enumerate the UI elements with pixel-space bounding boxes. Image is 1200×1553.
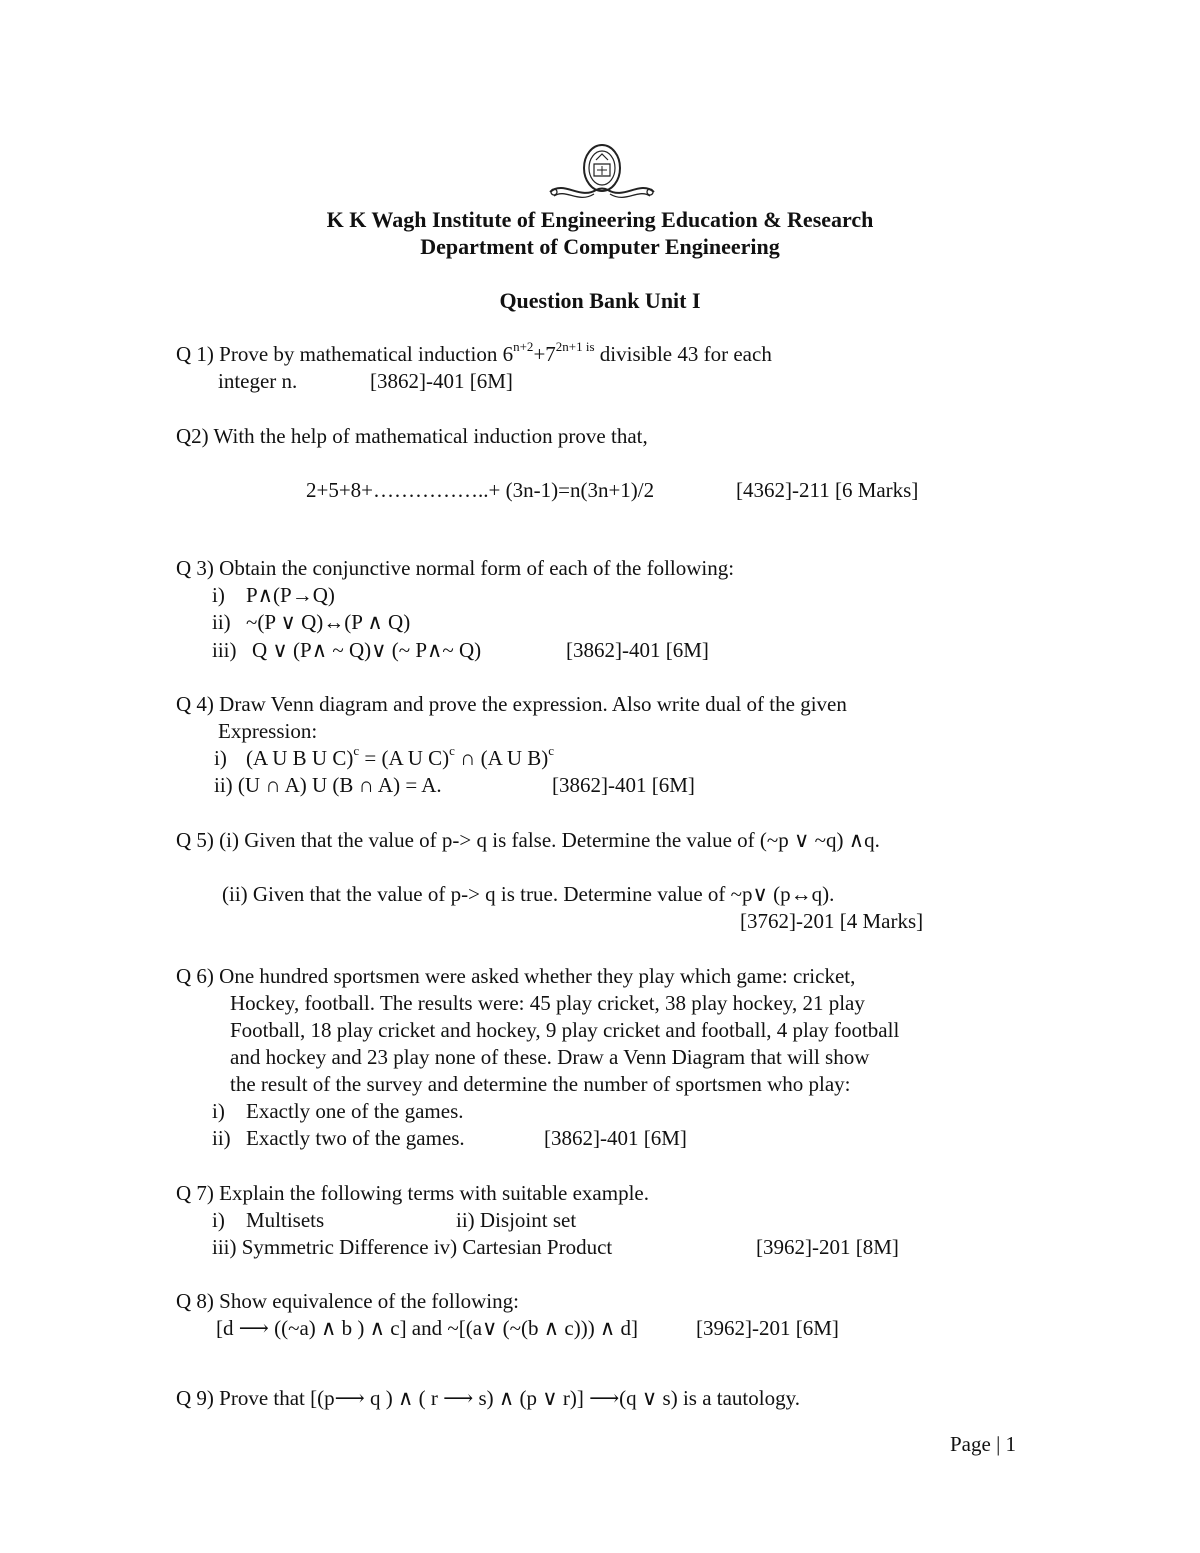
- q4-ref: [3862]-401 [6M]: [552, 773, 695, 797]
- q6-line4: and hockey and 23 play none of these. Draw a Venn Diagram that will show: [230, 1045, 870, 1069]
- q3-item-ii: ~(P ∨ Q)↔(P ∧ Q): [246, 610, 411, 634]
- q7-text: Q 7) Explain the following terms with suitable example.: [176, 1181, 649, 1205]
- q4-item-i: (A U B U C)$^c$ = (A U C)$^c$ ∩ (A U B)$^c$: [246, 743, 555, 770]
- q6-line3: Football, 18 play cricket and hockey, 9 play cricket and football, 4 play football: [230, 1018, 900, 1042]
- q2-ref: [4362]-211 [6 Marks]: [736, 478, 919, 502]
- q3-item-iii: Q ∨ (P∧ ~ Q)∨ (~ P∧~ Q): [252, 638, 482, 662]
- q1-ref: [3862]-401 [6M]: [370, 369, 513, 393]
- q2-expression: 2+5+8+……………..+ (3n-1)=n(3n+1)/2: [306, 478, 655, 502]
- q6-item-ii: Exactly two of the games.: [246, 1126, 465, 1150]
- q1-line2: integer n.: [218, 369, 298, 393]
- q3-item-iii-number: iii): [212, 638, 237, 662]
- q6-line5: the result of the survey and determine the number of sportsmen who play:: [230, 1072, 851, 1096]
- institute-emblem-icon: [544, 142, 660, 204]
- q3-ref: [3862]-401 [6M]: [566, 638, 709, 662]
- q2-text: Q2) With the help of mathematical induction prove that,: [176, 424, 648, 448]
- q6-item-i-number: i): [212, 1099, 225, 1123]
- q5-ref: [3762]-201 [4 Marks]: [740, 909, 924, 933]
- q5-part1: Q 5) (i) Given that the value of p-> q is false. Determine the value of (~p ∨ ~q) ∧q.: [176, 828, 880, 852]
- q3-item-i-number: i): [212, 583, 225, 607]
- q6-line2: Hockey, football. The results were: 45 play cricket, 38 play hockey, 21 play: [230, 991, 865, 1015]
- q3-item-i: P∧(P→Q): [246, 583, 335, 607]
- q7-item-i: Multisets: [246, 1208, 325, 1232]
- q7-item-i-number: i): [212, 1208, 225, 1232]
- q8-ref: [3962]-201 [6M]: [696, 1316, 839, 1340]
- q6-item-i: Exactly one of the games.: [246, 1099, 464, 1123]
- q7-ref: [3962]-201 [8M]: [756, 1235, 899, 1259]
- page-title: Question Bank Unit I: [499, 288, 701, 313]
- q7-item-iii-iv: iii) Symmetric Difference iv) Cartesian Product: [212, 1235, 613, 1259]
- q3-text: Q 3) Obtain the conjunctive normal form of each of the following:: [176, 556, 735, 580]
- q6-line1: Q 6) One hundred sportsmen were asked whether they play which game: cricket,: [176, 964, 856, 988]
- institute-name: K K Wagh Institute of Engineering Education & Research: [326, 207, 874, 232]
- page-number: Page | 1: [950, 1432, 1017, 1456]
- department-name: Department of Computer Engineering: [420, 234, 780, 259]
- q8-text: Q 8) Show equivalence of the following:: [176, 1289, 519, 1313]
- q4-item-ii: ii) (U ∩ A) U (B ∩ A) = A.: [214, 773, 442, 797]
- q6-item-ii-number: ii): [212, 1126, 231, 1150]
- q4-item-i-number: i): [214, 746, 227, 770]
- q5-part2: (ii) Given that the value of p-> q is true. Determine value of ~p∨ (p↔q).: [222, 882, 835, 906]
- q6-ref: [3862]-401 [6M]: [544, 1126, 687, 1150]
- q4-text: Q 4) Draw Venn diagram and prove the expression. Also write dual of the given: [176, 692, 847, 716]
- q8-expression: [d ⟶ ((~a) ∧ b ) ∧ c] and ~[(a∨ (~(b ∧ c))) ∧ d]: [216, 1316, 639, 1340]
- q4-line2: Expression:: [218, 719, 318, 743]
- q1-line1: Q 1) Prove by mathematical induction $6^{n+2}+7^{2n+1 is}$ divisible 43 for each: [176, 339, 772, 366]
- q9-text: Q 9) Prove that [(p⟶ q ) ∧ ( r ⟶ s) ∧ (p ∨ r)] ⟶(q ∨ s) is a tautology.: [176, 1386, 800, 1410]
- q7-item-ii: ii) Disjoint set: [456, 1208, 577, 1232]
- q3-item-ii-number: ii): [212, 610, 231, 634]
